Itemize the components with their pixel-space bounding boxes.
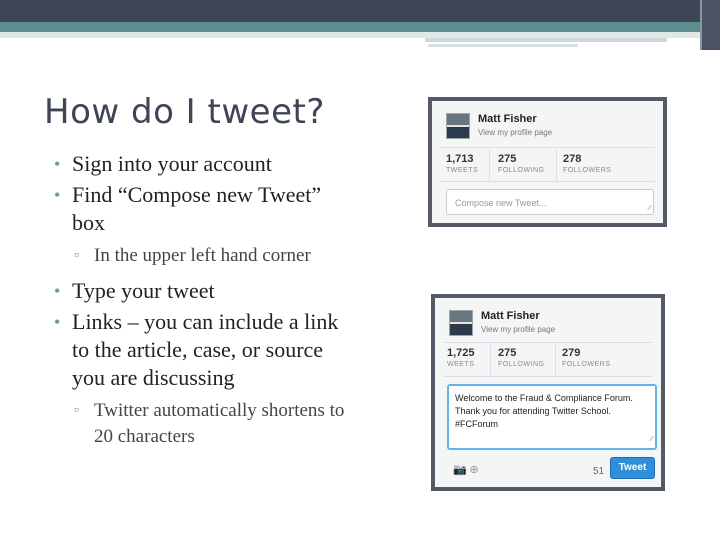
top-accent-bar xyxy=(0,22,720,32)
divider xyxy=(443,376,653,377)
bullet-item xyxy=(52,150,352,178)
bullet-dot-icon: • xyxy=(54,185,61,205)
divider xyxy=(443,342,653,343)
stat-number: 275 xyxy=(498,347,517,359)
bullet-item xyxy=(52,308,352,392)
accent-line-short xyxy=(428,44,578,47)
stat-label: FOLLOWERS xyxy=(562,361,611,368)
slide-title: How do I tweet? xyxy=(44,92,325,132)
divider xyxy=(555,344,556,376)
stat-label: FOLLOWING xyxy=(498,361,545,368)
stat-label: FOLLOWING xyxy=(498,167,545,174)
twitter-compose-widget xyxy=(431,294,665,491)
bullet-item xyxy=(52,277,352,305)
twitter-profile-widget xyxy=(428,97,667,227)
accent-line xyxy=(425,38,667,42)
bullet-dot-icon: • xyxy=(54,281,61,301)
top-bar xyxy=(0,0,720,22)
bullet-item xyxy=(52,181,352,237)
sub-bullet-icon: ▫ xyxy=(74,403,79,418)
stat-label: TWEETS xyxy=(446,167,479,174)
compose-tweet-input[interactable] xyxy=(447,384,657,450)
camera-icon[interactable]: 📷 xyxy=(453,464,467,476)
tweet-button[interactable]: Tweet xyxy=(610,457,655,479)
bullet-list xyxy=(52,150,352,458)
resize-grip-icon[interactable]: ⁄⁄ xyxy=(648,205,651,212)
location-icon[interactable]: ⊕ xyxy=(469,464,479,476)
stat-following[interactable] xyxy=(498,153,545,174)
stat-following[interactable] xyxy=(498,347,545,368)
bullet-text: Sign into your account xyxy=(72,151,272,176)
bullet-text: Type your tweet xyxy=(72,278,215,303)
divider xyxy=(556,149,557,181)
stat-number: 275 xyxy=(498,153,517,165)
sub-bullet-item xyxy=(52,243,352,269)
avatar[interactable] xyxy=(449,310,473,336)
media-toolbar xyxy=(453,463,479,476)
stat-number: 1,725 xyxy=(447,347,475,359)
stat-number: 1,713 xyxy=(446,153,474,165)
stat-label: WEETS xyxy=(447,361,475,368)
stat-followers[interactable] xyxy=(563,153,611,174)
stat-tweets[interactable] xyxy=(447,347,475,368)
bullet-text: Find “Compose new Tweet” box xyxy=(72,182,322,235)
stat-label: FOLLOWERS xyxy=(563,167,612,174)
avatar[interactable] xyxy=(446,113,470,139)
divider xyxy=(490,344,491,376)
bullet-text: Links – you can include a link to the article, case, or source you are discussing xyxy=(72,309,339,390)
stat-followers[interactable] xyxy=(562,347,610,368)
bullet-dot-icon: • xyxy=(54,154,61,174)
divider xyxy=(440,147,655,148)
profile-link[interactable]: View my profile page xyxy=(478,128,553,137)
compose-tweet-input[interactable] xyxy=(446,189,654,215)
divider xyxy=(440,181,655,182)
stat-tweets[interactable] xyxy=(446,153,478,174)
resize-grip-icon[interactable]: ⁄⁄ xyxy=(650,436,653,443)
sub-bullet-item xyxy=(52,398,352,450)
character-counter: 51 xyxy=(593,466,605,477)
stat-number: 279 xyxy=(562,347,581,359)
bullet-dot-icon: • xyxy=(54,312,61,332)
corner-block xyxy=(700,0,720,50)
profile-link[interactable]: View my profile page xyxy=(481,325,556,334)
profile-name[interactable]: Matt Fisher xyxy=(481,310,540,322)
divider xyxy=(489,149,490,181)
compose-text: Welcome to the Fraud & Compliance Forum. Thank you for attending Twitter School. #FCForum xyxy=(455,393,633,429)
compose-placeholder: Compose new Tweet... xyxy=(455,198,547,208)
sub-bullet-text: Twitter automatically shortens to 20 characters xyxy=(94,400,345,447)
sub-bullet-text: In the upper left hand corner xyxy=(94,245,311,266)
profile-name[interactable]: Matt Fisher xyxy=(478,113,537,125)
stat-number: 278 xyxy=(563,153,582,165)
sub-bullet-icon: ▫ xyxy=(74,248,79,263)
